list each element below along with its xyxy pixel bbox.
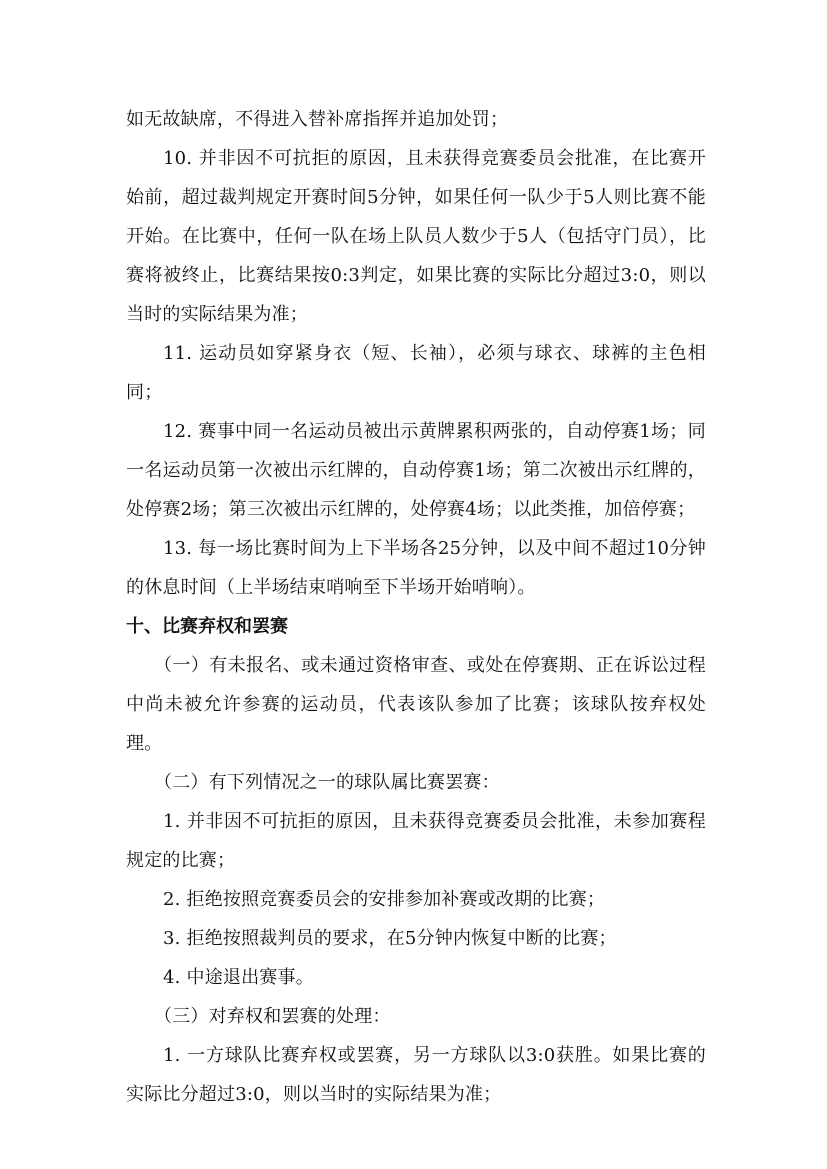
rule-11: 11. 运动员如穿紧身衣（短、长袖），必须与球衣、球裤的主色相同；	[126, 343, 706, 403]
rule-13: 13. 每一场比赛时间为上下半场各25分钟，以及中间不超过10分钟的休息时间（上半场结束哨响至下半场开始哨响）。	[126, 538, 706, 598]
subsection-2-item-3: 3. 拒绝按照裁判员的要求，在5分钟内恢复中断的比赛；	[163, 928, 617, 949]
subsection-2-item-2: 2. 拒绝按照竞赛委员会的安排参加补赛或改期的比赛；	[163, 889, 606, 910]
subsection-2-item-1: 1. 并非因不可抗拒的原因，且未获得竞赛委员会批准，未参加赛程规定的比赛；	[126, 811, 706, 871]
subsection-1: （一）有未报名、或未通过资格审查、或处在停赛期、正在诉讼过程中尚未被允许参赛的运动员，代表该队参加了比赛；该球队按弃权处理。	[126, 655, 706, 754]
document-body	[126, 100, 706, 1114]
subsection-3: （三）对弃权和罢赛的处理：	[154, 1006, 391, 1027]
rule-10: 10. 并非因不可抗拒的原因，且未获得竞赛委员会批准，在比赛开始前，超过裁判规定开赛时间5分钟，如果任何一队少于5人则比赛不能开始。在比赛中，任何一队在场上队员人数少于5人（包括守门员），比赛将被终止，比赛结果按0:3判定，如果比赛的实际比分超过3:0，则以当时的实际结果为准；	[126, 148, 706, 325]
subsection-2-item-4: 4. 中途退出赛事。	[163, 967, 314, 988]
paragraph-intro: 如无故缺席，不得进入替补席指挥并追加处罚；	[126, 109, 509, 130]
rule-12: 12. 赛事中同一名运动员被出示黄牌累积两张的，自动停赛1场；同一名运动员第一次被出示红牌的，自动停赛1场；第二次被出示红牌的，处停赛2场；第三次被出示红牌的，处停赛4场；以此类推，加倍停赛；	[126, 421, 706, 520]
subsection-3-item-1: 1. 一方球队比赛弃权或罢赛，另一方球队以3:0获胜。如果比赛的实际比分超过3:0，则以当时的实际结果为准；	[126, 1045, 706, 1105]
subsection-2: （二）有下列情况之一的球队属比赛罢赛：	[154, 772, 500, 793]
section-heading: 十、比赛弃权和罢赛	[126, 616, 288, 637]
